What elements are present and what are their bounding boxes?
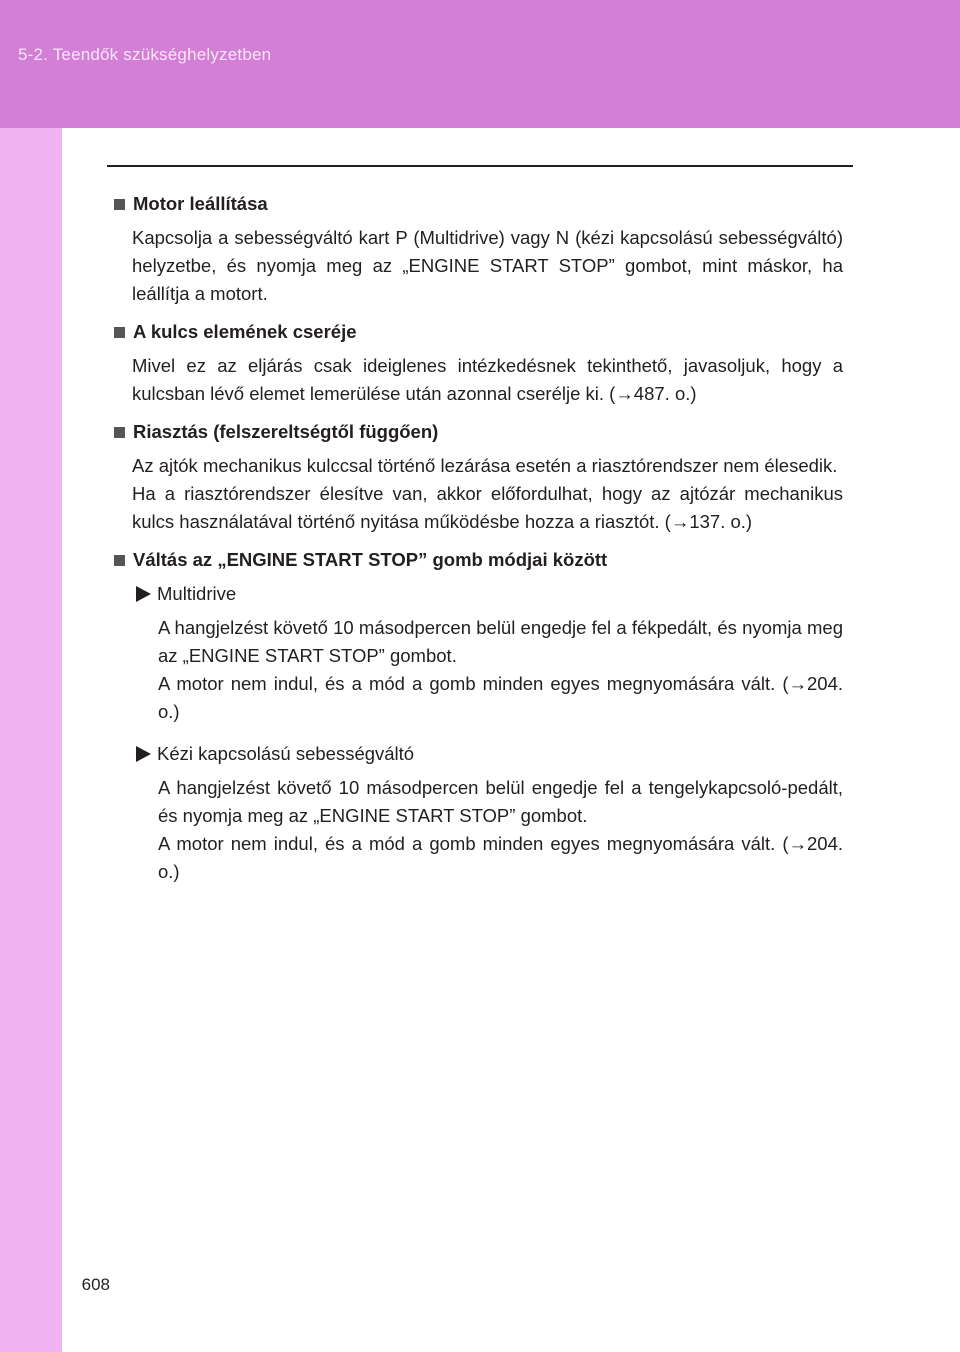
section-heading — [110, 190, 843, 218]
top-rule — [107, 165, 853, 167]
section-title: 5-2. Teendők szükséghelyzetben — [18, 45, 272, 64]
subsection-label — [136, 740, 843, 768]
section-valtas-modok — [110, 546, 843, 886]
square-bullet-icon — [114, 555, 125, 566]
paragraph: A hangjelzést követő 10 másodpercen belül engedje fel a fékpedált, és nyomja meg az „ENGINE START STOP” gombot. — [158, 617, 843, 666]
main-content — [110, 190, 843, 900]
section-body — [132, 352, 843, 408]
paragraph: A hangjelzést követő 10 másodpercen belül engedje fel a tengelykapcsoló-pedált, és nyomja meg az „ENGINE START STOP” gombot. — [158, 777, 843, 826]
heading-text: A kulcs elemének cseréje — [133, 321, 357, 342]
subsection-label-text: Kézi kapcsolású sebességváltó — [157, 743, 415, 764]
heading-text: Váltás az „ENGINE START STOP” gomb módjai között — [133, 549, 608, 570]
triangle-bullet-icon — [136, 746, 151, 762]
heading-text: Riasztás (felszereltségtől függően) — [133, 421, 439, 442]
paragraph: Kapcsolja a sebességváltó kart P (Multidrive) vagy N (kézi kapcsolású sebességváltó) helyzetbe, és nyomja meg az „ENGINE START STOP” gombot, mint máskor, ha leállítja a motort. — [132, 227, 843, 304]
paragraph: Ha a riasztórendszer élesítve van, akkor előfordulhat, hogy az ajtózár mechanikus kulcs használatával történő nyitása működésbe hozza a riasztót. (→137. o.) — [132, 483, 843, 532]
subsection-label-text: Multidrive — [157, 583, 237, 604]
square-bullet-icon — [114, 199, 125, 210]
page-number-text: 608 — [81, 1275, 110, 1294]
triangle-bullet-icon — [136, 586, 151, 602]
paragraph: A motor nem indul, és a mód a gomb minden egyes megnyomására vált. (→204. o.) — [158, 833, 843, 882]
header-band — [0, 0, 960, 128]
square-bullet-icon — [114, 427, 125, 438]
paragraph: Az ajtók mechanikus kulccsal történő lezárása esetén a riasztórendszer nem élesedik. — [132, 455, 838, 476]
section-body — [132, 224, 843, 308]
page-number — [0, 1275, 110, 1295]
paragraph: Mivel ez az eljárás csak ideiglenes intézkedésnek tekinthető, javasoljuk, hogy a kulcsban lévő elemet lemerülése után azonnal cserélje ki. (→487. o.) — [132, 355, 843, 404]
paragraph: A motor nem indul, és a mód a gomb minden egyes megnyomására vált. (→204. o.) — [158, 673, 843, 722]
section-body — [132, 452, 843, 536]
section-heading — [110, 318, 843, 346]
subsection-body — [158, 614, 843, 726]
left-margin-strip — [0, 128, 62, 1352]
section-motor-leallitasa — [110, 190, 843, 308]
heading-text: Motor leállítása — [133, 193, 268, 214]
section-riasztas — [110, 418, 843, 536]
square-bullet-icon — [114, 327, 125, 338]
subsection-body — [158, 774, 843, 886]
subsection-label — [136, 580, 843, 608]
section-heading — [110, 546, 843, 574]
section-kulcs-elem-csere — [110, 318, 843, 408]
section-heading — [110, 418, 843, 446]
